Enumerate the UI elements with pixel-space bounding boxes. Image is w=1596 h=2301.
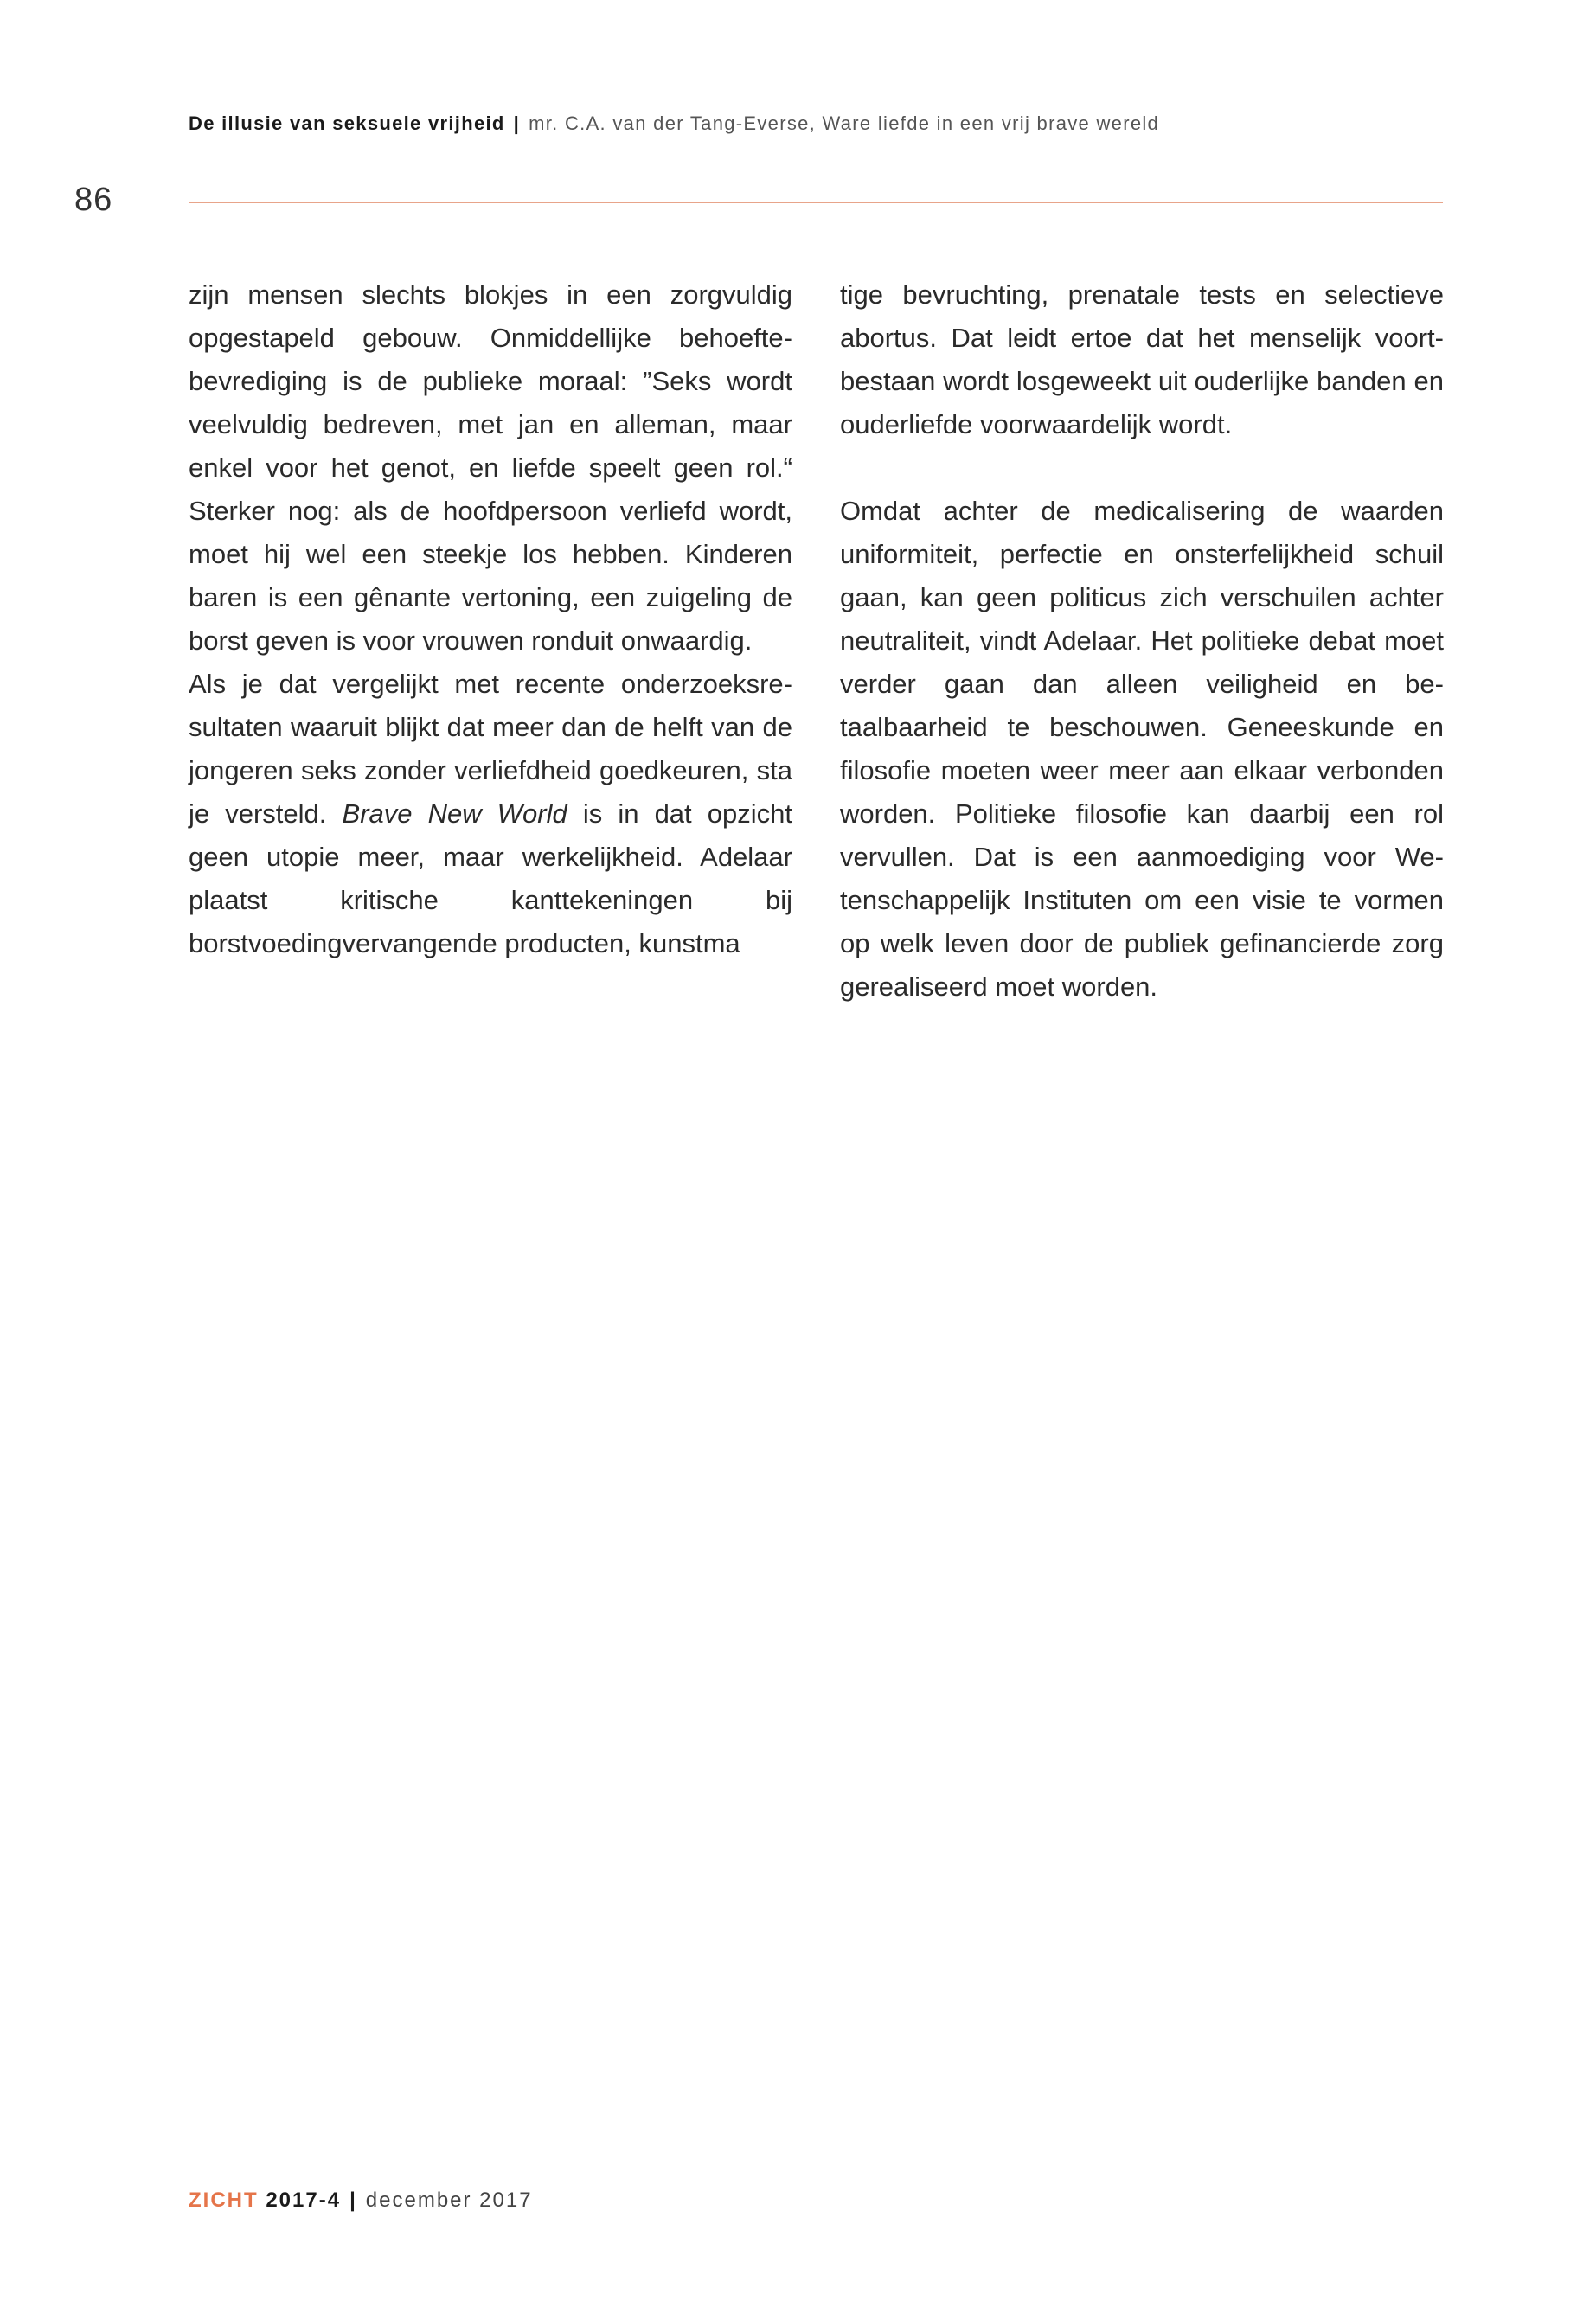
header-subtitle: mr. C.A. van der Tang-Everse, Ware liefde in een vrij brave wereld <box>529 112 1160 134</box>
left-paragraph-2-end: is in dat opzicht geen utopie meer, maar werkelijkheid. Adelaar plaatst kritische kanttekeningen bij borstvoedingvervangende producten, kunstma <box>189 798 792 958</box>
left-column <box>189 273 792 965</box>
header-separator: | <box>513 112 521 134</box>
book-title: Brave New World <box>342 798 567 829</box>
running-header <box>189 112 1159 135</box>
footer-brand: ZICHT <box>189 2189 259 2212</box>
page-number: 86 <box>74 182 113 218</box>
footer-issue: 2017-4 <box>266 2189 342 2212</box>
footer-date: december 2017 <box>365 2189 533 2212</box>
left-paragraph-2 <box>189 663 792 965</box>
header-title: De illusie van seksuele vrijheid <box>189 112 505 134</box>
footer-separator: | <box>349 2189 357 2212</box>
left-paragraph-1: zijn mensen slechts blokjes in een zorgvuldig opgestapeld gebouw. Onmiddellijke behoeftebevrediging is de publieke moraal: ”Seks wordt veelvuldig bedreven, met jan en alleman, maar enkel voor het genot, en liefde speelt geen rol.“ Sterker nog: als de hoofdpersoon verliefd wordt, moet hij wel een steekje los hebben. Kinderen baren is een gênante vertoning, een zuigeling de borst geven is voor vrouwen ronduit onwaardig. <box>189 279 792 656</box>
page-footer <box>189 2189 533 2213</box>
left-paragraph-2-start: Als je dat vergelijkt met recente onderzoeksresultaten waaruit blijkt dat meer dan de helft van de jongeren seks zonder verliefdheid goedkeuren, sta je versteld. <box>189 669 792 829</box>
right-column <box>840 273 1444 1009</box>
right-paragraph-1: tige bevruchting, prenatale tests en selectieve abortus. Dat leidt ertoe dat het menselijk voortbestaan wordt losgeweekt uit ouderlijke banden en ouderliefde voorwaardelijk wordt. <box>840 279 1444 439</box>
header-rule <box>189 202 1443 203</box>
right-paragraph-2: Omdat achter de medicalisering de waarden uniformiteit, perfectie en onsterfelijkheid schuil gaan, kan geen politicus zich verschuilen achter neutraliteit, vindt Adelaar. Het politieke debat moet verder gaan dan alleen veiligheid en betaalbaarheid te beschouwen. Geneeskunde en filosofie moeten weer meer aan elkaar verbonden worden. Politieke filosofie kan daarbij een rol vervullen. Dat is een aanmoediging voor Wetenschappelijk Instituten om een visie te vormen op welk leven door de publiek gefinancierde zorg gerealiseerd moet worden. <box>840 496 1444 1002</box>
